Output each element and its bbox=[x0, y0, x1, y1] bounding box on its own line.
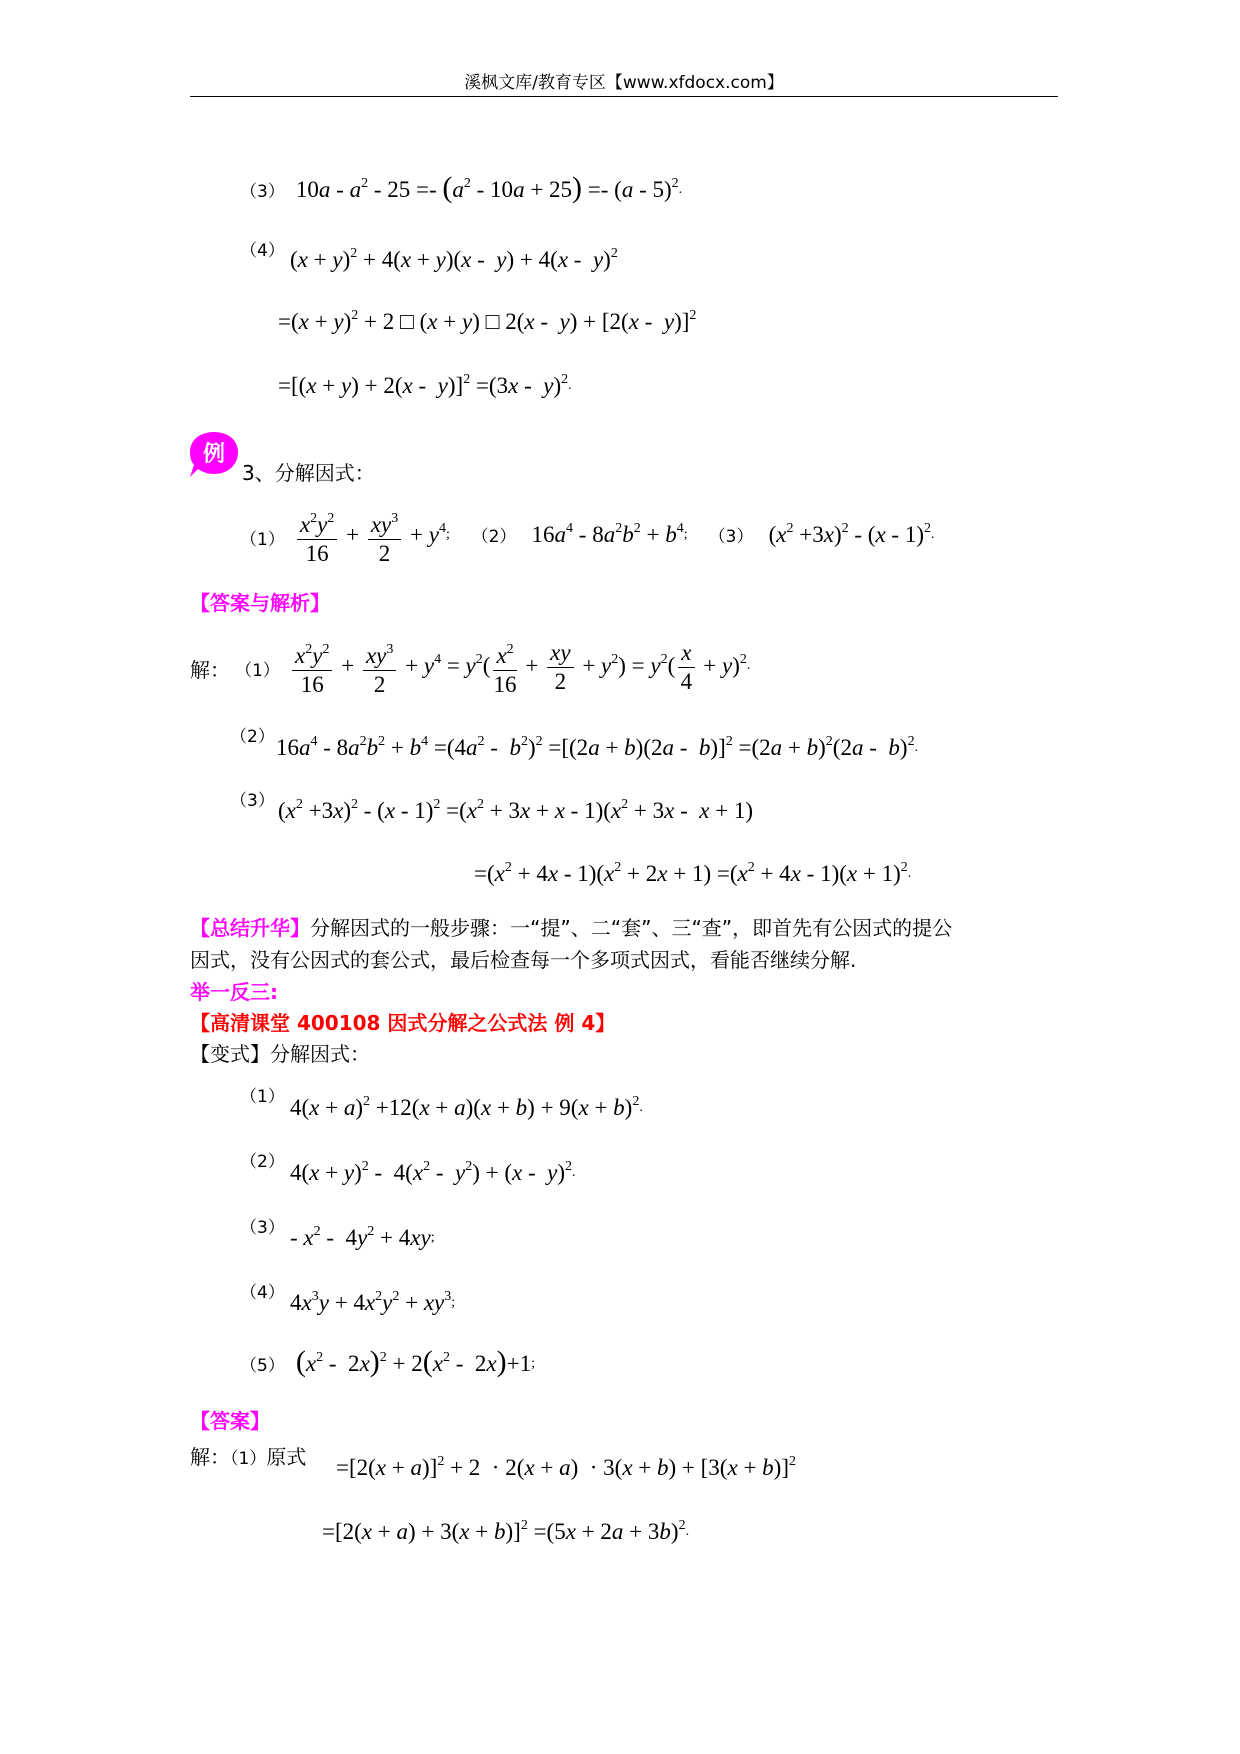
original-expression-label: 原式 bbox=[266, 1445, 307, 1469]
variant-line bbox=[190, 1038, 370, 1067]
formula: $16a^4 - 8a^2b^2 + b^4$; bbox=[531, 520, 688, 547]
item-label: （1） bbox=[240, 1087, 285, 1107]
section-answer-analysis: 【答案与解析】 bbox=[190, 591, 330, 615]
formula: $=(x + y)^2 + 2$ □ (x + y) □ 2(x - y) + [2(x - y)]$^2$ bbox=[278, 308, 697, 334]
video-reference: 【高清课堂 400108 因式分解之公式法 例 4】 bbox=[190, 1011, 616, 1035]
item-label: （2） bbox=[230, 727, 275, 747]
solution-1-line bbox=[190, 636, 750, 699]
answer-line bbox=[190, 1441, 306, 1470]
item-label: （2） bbox=[471, 526, 517, 547]
solution-label: 解： bbox=[190, 657, 230, 682]
variant-2 bbox=[240, 1147, 285, 1172]
item-label: （3） bbox=[230, 791, 275, 811]
item-label: （1） bbox=[240, 529, 285, 550]
variant-text: 分解因式： bbox=[270, 1042, 370, 1066]
item-3-line bbox=[240, 171, 683, 204]
formula: $(x + y)^2 + 4(x + y)(x - y) + 4(x - y)^2$ bbox=[290, 246, 618, 272]
solution-3-line bbox=[230, 786, 275, 811]
formula: $(x^2 +3x)^2 - (x - 1)^2$. bbox=[768, 520, 935, 547]
item-label: （4） bbox=[240, 241, 285, 261]
formula: - $x^2 - 4y^2 + 4xy$; bbox=[290, 1224, 435, 1250]
summary-text-1: 分解因式的一般步骤：一“提”、二“套”、三“查”，即首先有公因式的提公 bbox=[310, 916, 953, 940]
item-label: （3） bbox=[240, 1218, 285, 1238]
item-label: （1） bbox=[230, 1449, 267, 1469]
formula: $=(x^2 + 4x - 1)(x^2 + 2x + 1) =(x^2 + 4x - 1)(x + 1)^2$. bbox=[474, 860, 912, 886]
item-4-line bbox=[240, 236, 285, 261]
formula: $=[2(x + a)]^2 + 2 \cdot 2(x + a) \cdot 3(x + b) + [3(x + b)]^2$ bbox=[336, 1454, 796, 1480]
formula: $(x^2 - 2x)^2 + 2(x^2 - 2x)+1$; bbox=[295, 1345, 535, 1378]
formula: $\frac{x^2y^2}{16}$ + $\frac{xy^3}{2}$ + $y^4$; bbox=[294, 522, 456, 547]
formula: $16a^4 - 8a^2b^2 + b^4 =(4a^2 - b^2)^2 =[(2a + b)(2a - b)]^2 =(2a + b)^2(2a - b)^2$. bbox=[276, 734, 919, 760]
variant-5 bbox=[240, 1345, 535, 1378]
example-problems bbox=[240, 505, 934, 568]
item-label: （3） bbox=[240, 182, 285, 202]
formula: $=[(x + y) + 2(x - y)]^2 =(3x - y)^2$. bbox=[278, 372, 572, 398]
formula: $\frac{x^2y^2}{16}$ + $\frac{xy^3}{2}$ + $y^4 = y^2$( $\frac{x^2}{16}$ + $\frac{xy}{2}$ + $y^2) = y^2$( $\frac{x}{4}$ + y)$^2$. bbox=[289, 653, 750, 678]
solution-label: 解： bbox=[190, 1445, 230, 1469]
formula: $(x^2 +3x)^2 - (x - 1)^2 =(x^2 + 3x + x - 1)(x^2 + 3x - x + 1)$ bbox=[278, 797, 754, 823]
formula: $4(x + a)^2 +12(x + a)(x + b) + 9(x + b)^2$. bbox=[290, 1094, 643, 1120]
summary-line-1 bbox=[190, 912, 952, 941]
header-rule bbox=[190, 96, 1058, 97]
formula: $4(x + y)^2 - 4(x^2 - y^2) + (x - y)^2$. bbox=[290, 1159, 576, 1185]
example-badge-icon bbox=[188, 428, 240, 478]
variant-heading: 【变式】 bbox=[190, 1042, 270, 1066]
variant-3 bbox=[240, 1213, 285, 1238]
example-title: 3、分解因式： bbox=[242, 461, 375, 485]
formula: $=[2(x + a) + 3(x + b)]^2 =(5x + 2a + 3b)^2$. bbox=[322, 1518, 690, 1544]
section-jyfs: 举一反三: bbox=[190, 980, 278, 1004]
page-header: 溪枫文库/教育专区【www.xfdocx.com】 bbox=[464, 73, 784, 93]
formula: $4x^3y + 4x^2y^2 + xy^3$; bbox=[290, 1289, 456, 1315]
item-label: （1） bbox=[235, 660, 280, 681]
variant-1 bbox=[240, 1082, 285, 1107]
item-label: （3） bbox=[708, 526, 754, 547]
summary-text-2: 因式，没有公因式的套公式，最后检查每一个多项式因式，看能否继续分解. bbox=[190, 948, 857, 972]
example-badge-label: 例 bbox=[202, 442, 226, 467]
item-label: （5） bbox=[240, 1356, 285, 1376]
formula: $10a - a^2 - 25 =- (a^2 - 10a + 25) =- (a - 5)^2$. bbox=[295, 171, 683, 204]
summary-heading: 【总结升华】 bbox=[190, 916, 310, 940]
solution-2-line bbox=[230, 722, 275, 747]
item-label: （4） bbox=[240, 1283, 285, 1303]
item-label: （2） bbox=[240, 1152, 285, 1172]
section-answer: 【答案】 bbox=[190, 1409, 270, 1433]
variant-4 bbox=[240, 1278, 285, 1303]
